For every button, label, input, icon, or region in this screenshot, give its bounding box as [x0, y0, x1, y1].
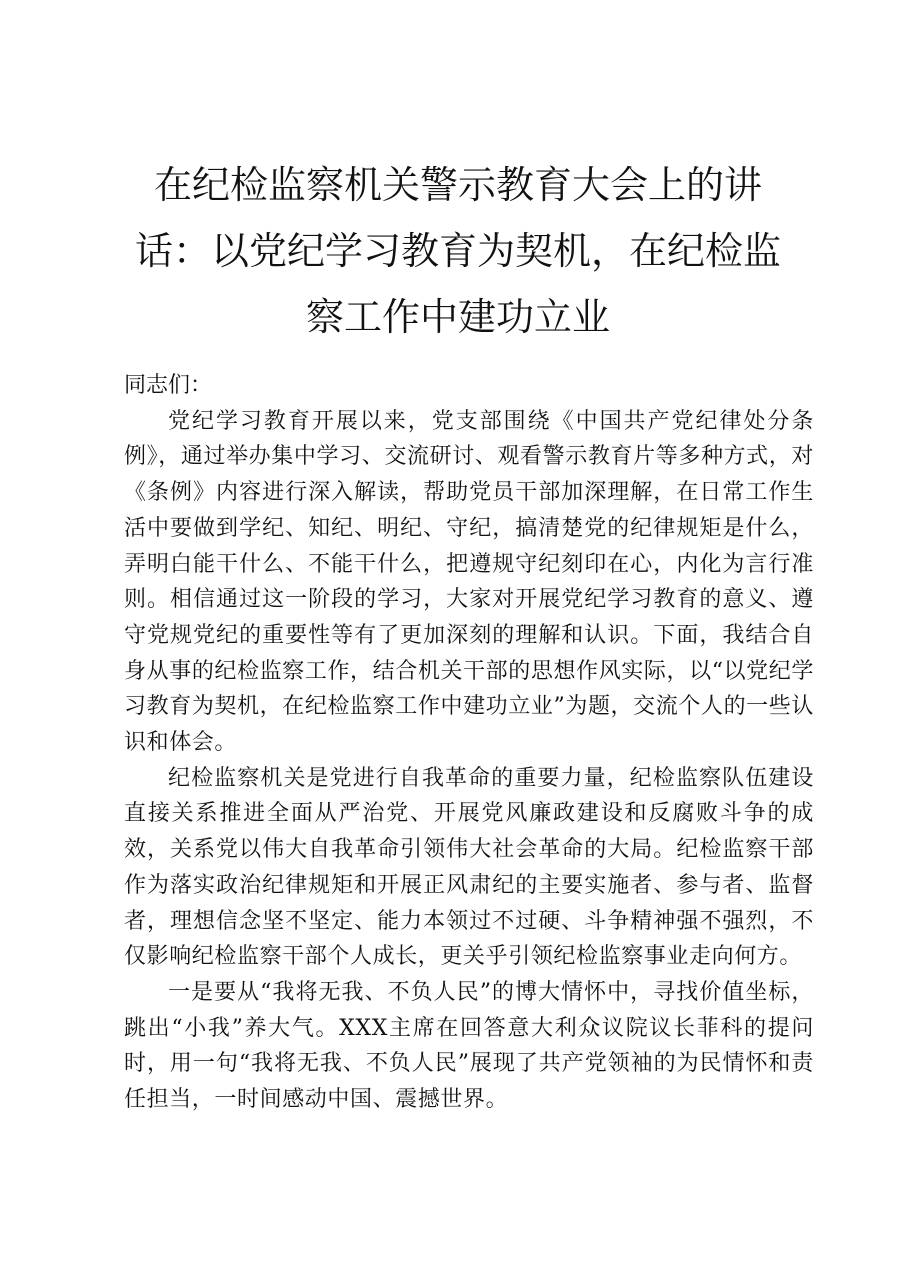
document-body: [124, 368, 814, 1118]
salutation: 同志们：: [124, 373, 213, 398]
paragraph-2: 纪检监察机关是党进行自我革命的重要力量，纪检监察队伍建设直接关系推进全面从严治党、开展党风廉政建设和反腐败斗争的成效，关系党以伟大自我革命引领伟大社会革命的大局。纪检监察干部作为落实政治纪律规矩和开展正风肃纪的主要实施者、参与者、监督者，理想信念坚不坚定、能力本领过不过硬、斗争精神强不强烈，不仅影响纪检监察干部个人成长，更关乎引领纪检监察事业走向何方。: [124, 765, 814, 970]
paragraph-3: 一是要从“我将无我、不负人民”的博大情怀中，寻找价值坐标，跳出“小我”养大气。XXX主席在回答意大利众议院议长菲科的提问时，用一句“我将无我、不负人民”展现了共产党领袖的为民情怀和责任担当，一时间感动中国、震撼世界。: [124, 979, 814, 1113]
document-title: 在纪检监察机关警示教育大会上的讲话：以党纪学习教育为契机，在纪检监察工作中建功立业: [134, 163, 781, 339]
paragraph-1: 党纪学习教育开展以来，党支部围绕《中国共产党纪律处分条例》，通过举办集中学习、交流研讨、观看警示教育片等多种方式，对《条例》内容进行深入解读，帮助党员干部加深理解，在日常工作生活中要做到学纪、知纪、明纪、守纪，搞清楚党的纪律规矩是什么，弄明白能干什么、不能干什么，把遵规守纪刻印在心，内化为言行准则。相信通过这一阶段的学习，大家对开展党纪学习教育的意义、遵守党规党纪的重要性等有了更加深刻的理解和认识。下面，我结合自身从事的纪检监察工作，结合机关干部的思想作风实际，以“以党纪学习教育为契机，在纪检监察工作中建功立业”为题，交流个人的一些认识和体会。: [124, 408, 814, 756]
